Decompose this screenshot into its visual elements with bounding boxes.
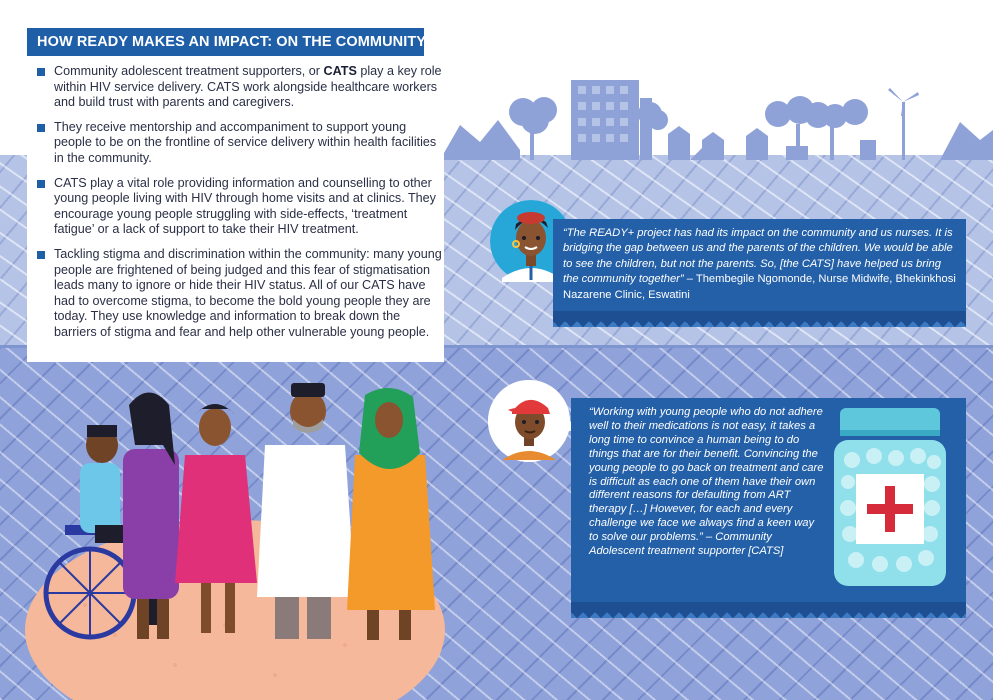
bullet-text: Tackling stigma and discrimination within the community: many young people are frightened of being judged and this fear of stigmatisation leads many to ignore or hide their HIV status. All of our CATS have had to overcome stigma, to become the bold young people they are today. They use knowledge and information to break down the barriers of stigma and fear and help other vulnerable young people. — [54, 246, 442, 339]
nurse-quote-text: “The READY+ project has had its impact on the community and us nurses. It is bridging the gap between us and the parents of the children. We would be able to see the children, but not the parents. So, [the CATS] have helped us bring the community together” — [563, 227, 953, 286]
nurse-quote-box — [553, 219, 966, 327]
bullet-text-bold: CATS — [323, 64, 357, 78]
decorative-triangle-strip — [553, 311, 966, 327]
nurse-quote-author: – Thembegile Ngomonde, Nurse Midwife, Bhekinkhosi Nazarene Clinic, Eswatini — [563, 273, 956, 301]
skyline-illustration — [440, 80, 993, 160]
cats-avatar-bubble — [488, 380, 570, 462]
cats-quote-author: – Community Adolescent treatment supporter [CATS] — [589, 531, 784, 558]
bullet-list — [37, 64, 442, 350]
bullet-text-post: play a key role within HIV service delivery. CATS work alongside healthcare workers and build trust with parents and caregivers. — [54, 64, 442, 110]
decorative-triangle-strip — [571, 602, 966, 618]
bullet-item — [37, 120, 442, 167]
cats-quote — [589, 406, 824, 559]
medicine-bottle-icon — [834, 408, 946, 586]
bullet-item — [37, 247, 442, 341]
nurse-quote — [563, 226, 959, 303]
community-people-illustration — [25, 375, 445, 700]
section-title: HOW READY MAKES AN IMPACT: ON THE COMMUNITY — [27, 28, 424, 56]
bullet-text: CATS play a vital role providing information and counselling to other young people living with HIV through home visits and at clinics. They encourage young people struggling with side-effects, ‘treatment fatigue’ or a lack of support to take their HIV treatment. — [54, 175, 436, 237]
cats-quote-text: “Working with young people who do not adhere well to their medications is not easy, it takes a long time to convince a human being to do things that are for their benefit. Convincing the young people to go back on treatment and care is difficult as each one of them have their own different reasons for defaulting from ART therapy […] However, for each and every challenge we face we always find a keen way to solve our problems.” — [589, 406, 824, 544]
bullet-text: They receive mentorship and accompaniment to support young people to be on the frontline of service delivery within health facilities in the community. — [54, 119, 437, 165]
bullet-text-pre: Community adolescent treatment supporters, or — [54, 64, 324, 78]
bullet-item — [37, 176, 442, 238]
bullet-item — [37, 64, 442, 111]
